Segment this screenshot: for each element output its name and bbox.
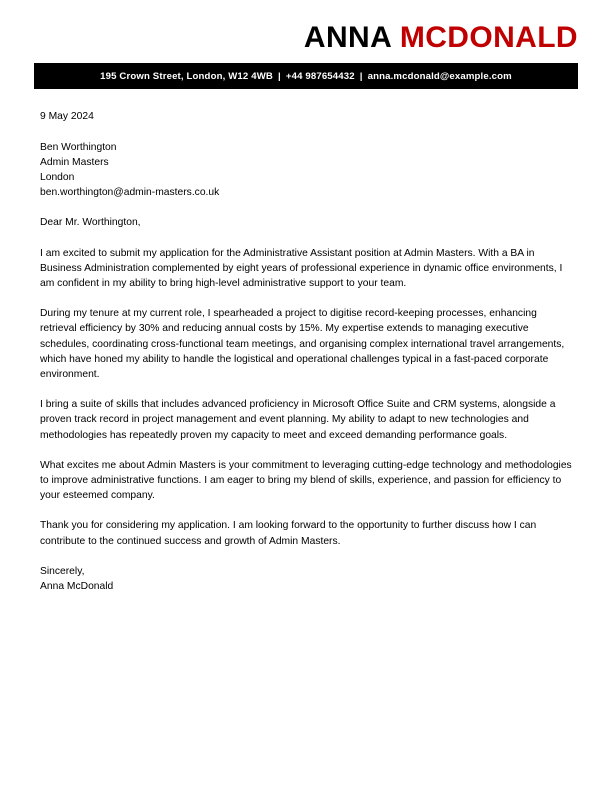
contact-address: 195 Crown Street, London, W12 4WB [100, 70, 273, 82]
recipient-email: ben.worthington@admin-masters.co.uk [40, 187, 220, 199]
recipient-block [40, 140, 572, 201]
recipient-city: London [40, 172, 75, 183]
body-paragraph-3: I bring a suite of skills that includes advanced proficiency in Microsoft Office Suite and CRM systems, alongside a proven track record in project management and event planning. My ability to adapt to new technologies and methodologies has repeatedly proven my capacity to meet and exceed demanding performance goals. [40, 399, 556, 441]
contact-separator-1: | [277, 70, 281, 82]
contact-separator-2: | [359, 70, 363, 82]
body-paragraph-2: During my tenure at my current role, I spearheaded a project to digitise record-keeping processes, enhancing retrieval efficiency by 30% and reducing annual costs by 15%. My expertise extends to managing executive schedules, coordinating cross-functional team meetings, and organising complex international travel arrangements, which have honed my ability to handle the logistical and operational challenges typical in a fast-paced corporate environment. [40, 308, 565, 381]
salutation: Dear Mr. Worthington, [40, 217, 141, 229]
applicant-last-name: MCDONALD [399, 21, 578, 54]
recipient-company: Admin Masters [40, 156, 109, 168]
contact-phone: +44 987654432 [285, 70, 355, 82]
closing-phrase: Sincerely, [40, 565, 85, 577]
applicant-first-name: ANNA [303, 21, 392, 54]
contact-email: anna.mcdonald@example.com [367, 70, 512, 82]
closing-block [40, 564, 572, 594]
applicant-name [34, 22, 578, 54]
body-paragraph-1: I am excited to submit my application for the Administrative Assistant position at Admin Masters. With a BA in Business Administration complemented by eight years of professional experience in dynamic office environments, I am confident in my ability to bring high-level administrative support to your team. [40, 247, 563, 290]
contact-bar [34, 63, 578, 89]
letter-date: 9 May 2024 [40, 111, 94, 123]
recipient-name: Ben Worthington [40, 141, 117, 153]
letter-body [0, 109, 612, 594]
body-paragraph-4: What excites me about Admin Masters is your commitment to leveraging cutting-edge technology and methodologies to improve administrative functions. I am eager to bring my blend of skills, experience, and passion for efficiency to your esteemed company. [40, 459, 572, 502]
body-paragraph-5: Thank you for considering my application. I am looking forward to the opportunity to further discuss how I can contribute to the continued success and growth of Admin Masters. [40, 520, 537, 547]
signature-name: Anna McDonald [40, 581, 114, 593]
letter-header [0, 0, 612, 54]
